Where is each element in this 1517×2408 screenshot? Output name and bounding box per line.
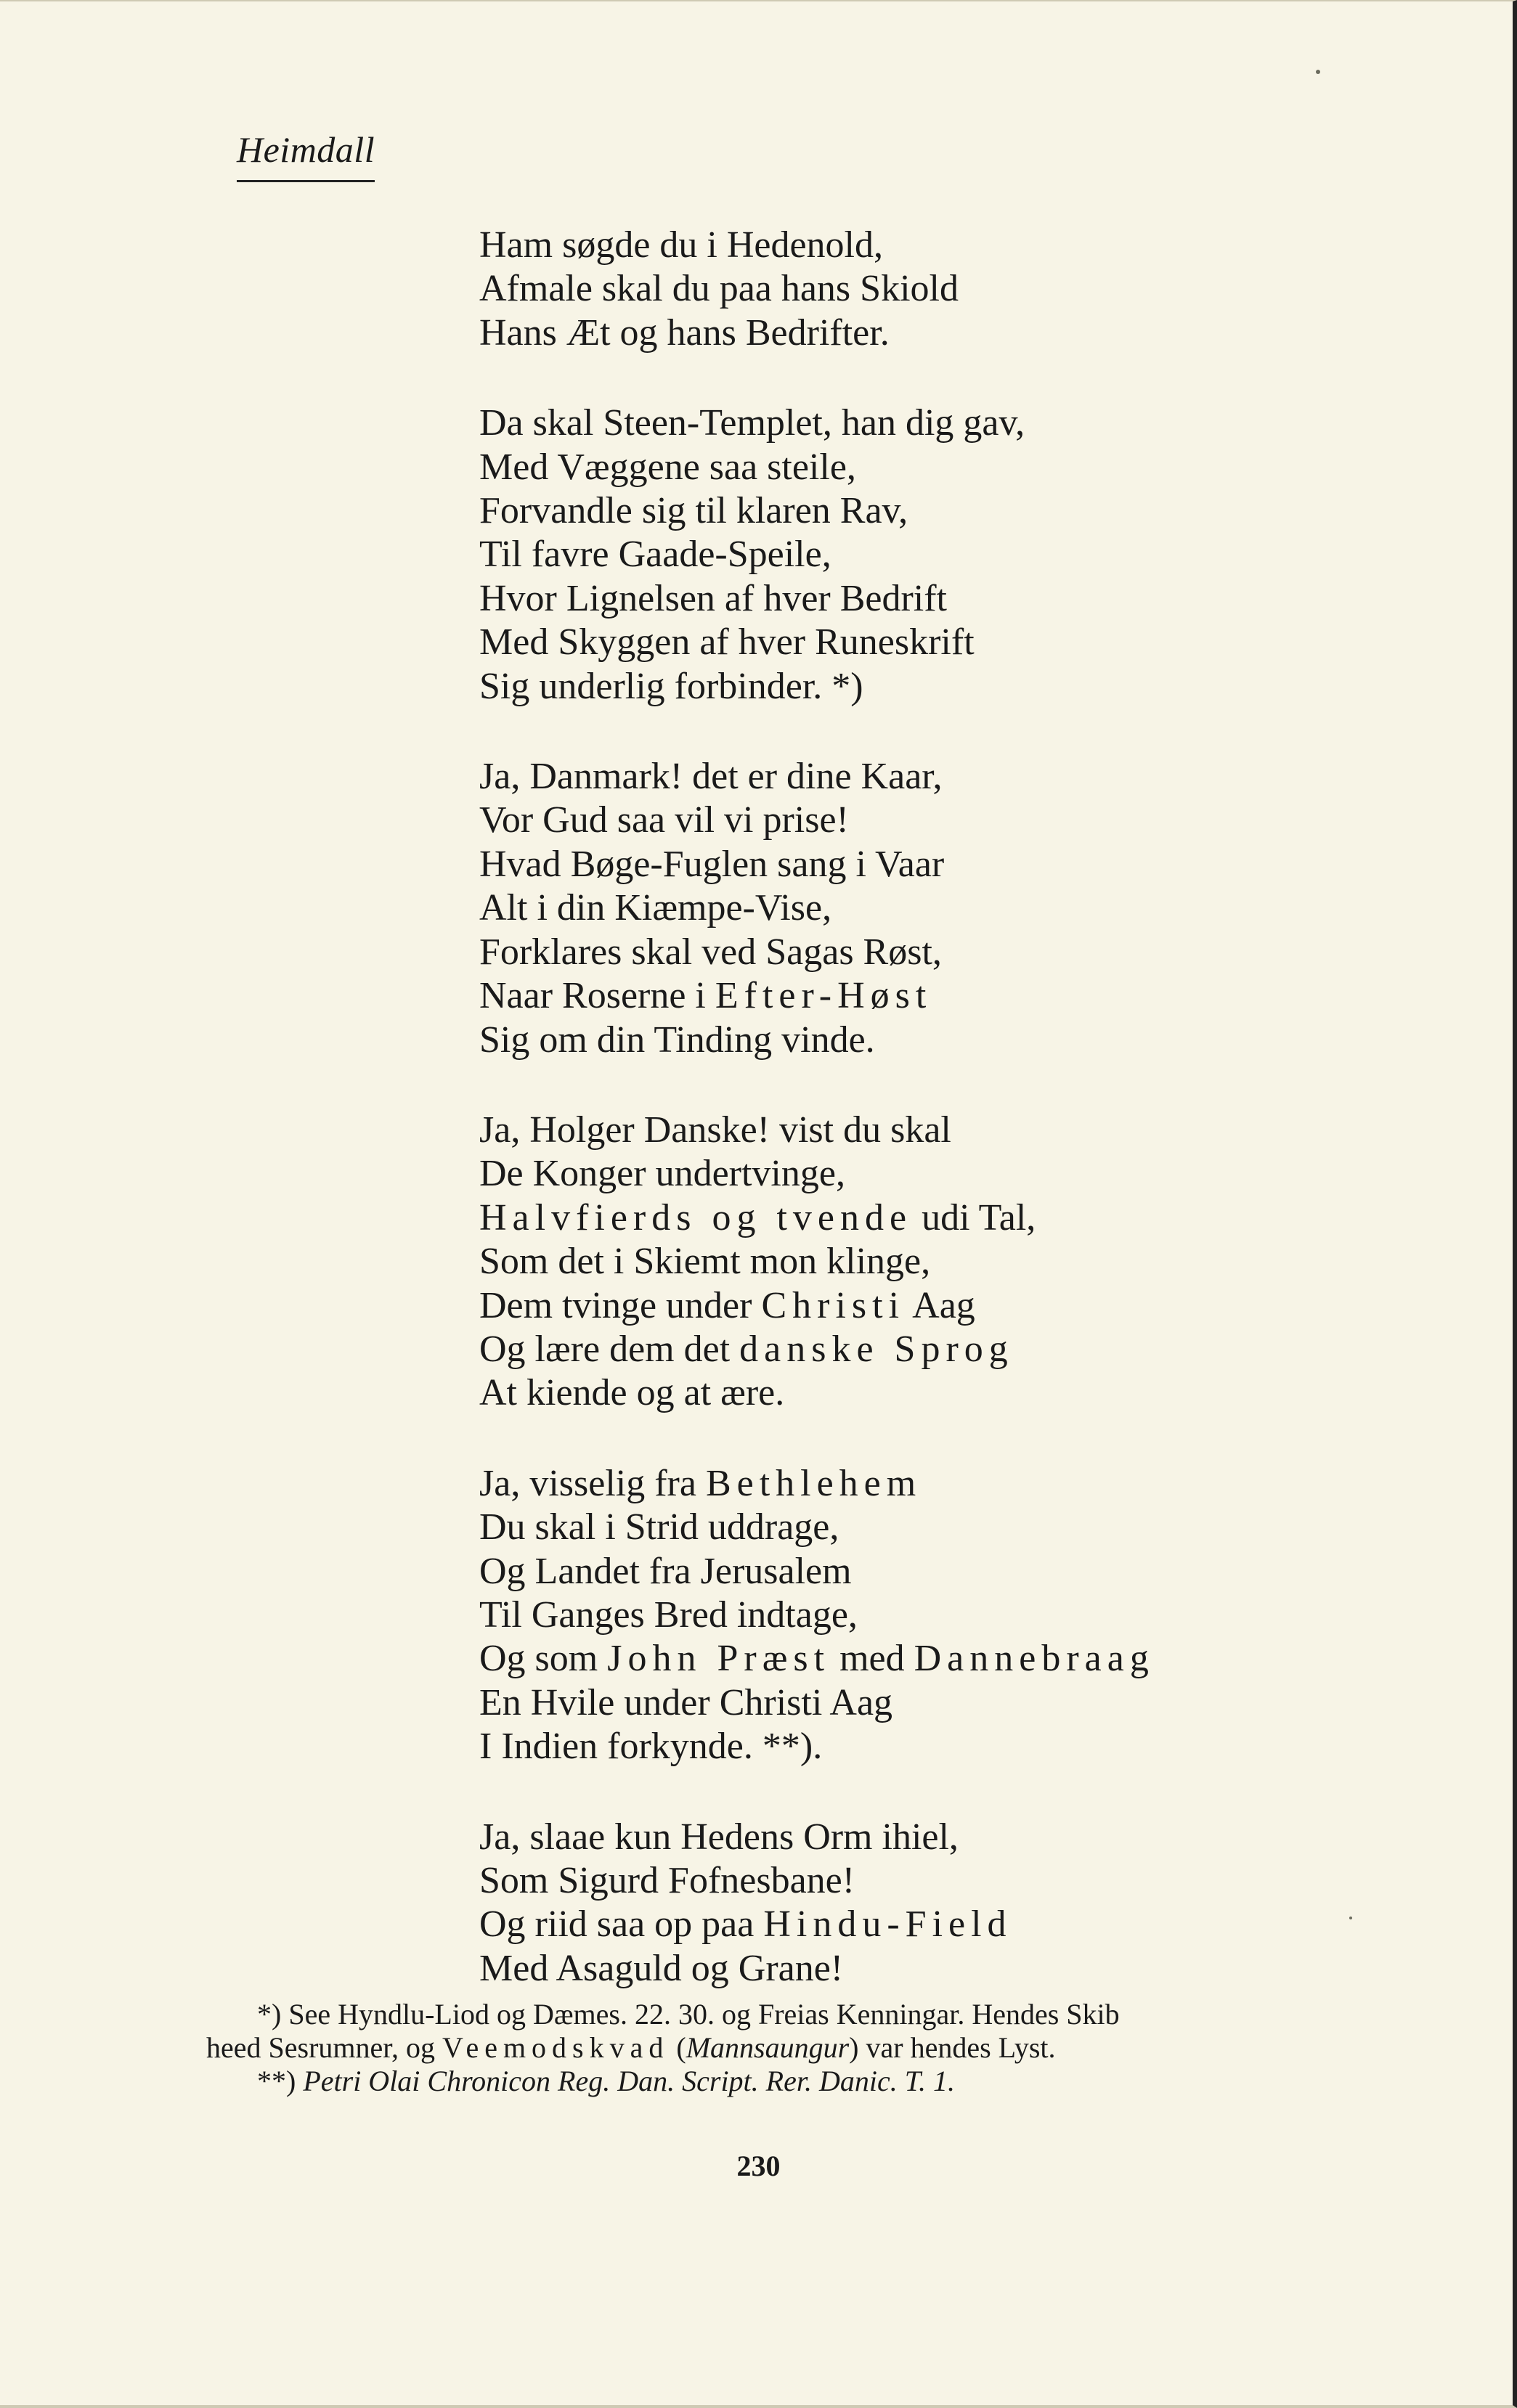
verse-line xyxy=(479,1506,1423,1549)
footnote-1-text-c: ( xyxy=(669,2031,686,2064)
verse-line xyxy=(479,1859,1423,1903)
spaced-text: Dannebraag xyxy=(914,1638,1155,1680)
verse-text: Som det i Skiemt mon klinge, xyxy=(479,1241,931,1283)
verse-text: Alt i din Kiæmpe-Vise, xyxy=(479,887,832,929)
verse-line xyxy=(479,1240,1423,1283)
verse-line xyxy=(479,974,1423,1018)
verse-line xyxy=(479,1681,1423,1725)
verse-text: Du skal i Strid uddrage, xyxy=(479,1506,839,1548)
verse-line xyxy=(479,446,1423,489)
footnote-1-italic-word: Mannsaungur xyxy=(686,2031,850,2064)
verse-text: Sig om din Tinding vinde. xyxy=(479,1019,875,1061)
verse-text: Med Væggene saa steile, xyxy=(479,446,856,488)
spaced-text: Hindu-Field xyxy=(763,1903,1012,1946)
running-head: Heimdall xyxy=(237,128,375,182)
verse-line xyxy=(479,1816,1423,1859)
verse-text: Naar Roserne i xyxy=(479,975,715,1017)
verse-text: Ja, slaae kun Hedens Orm ihiel, xyxy=(479,1816,959,1858)
verse-text: udi Tal, xyxy=(912,1196,1036,1238)
footnote-2-text: Petri Olai Chronicon Reg. Dan. Script. Rer. Danic. T. 1. xyxy=(303,2065,956,2097)
footnote-2-mark: **) xyxy=(257,2065,304,2097)
verse-text: Som Sigurd Fofnesbane! xyxy=(479,1860,855,1901)
verse-text: Ja, Danmark! det er dine Kaar, xyxy=(479,756,943,798)
verse-line xyxy=(479,665,1423,709)
verse-line xyxy=(479,886,1423,930)
verse-line xyxy=(479,1109,1423,1152)
footnote-1-line-1: *) See Hyndlu-Liod og Dæmes. 22. 30. og Freias Kenningar. Hendes Skib xyxy=(257,1998,1120,2031)
verse-text: Forklares skal ved Sagas Røst, xyxy=(479,931,942,973)
verse-line xyxy=(479,311,1423,355)
verse-text: Sig underlig forbinder. *) xyxy=(479,665,863,707)
verse-line xyxy=(479,1462,1423,1506)
verse-text: Med Asaguld og Grane! xyxy=(479,1947,844,1989)
footnote-1-line-2 xyxy=(206,2031,1397,2065)
verse-text: Dem tvinge under xyxy=(479,1284,762,1326)
verse-line xyxy=(479,931,1423,974)
verse-text: At kiende og at ære. xyxy=(479,1372,785,1414)
verse-line xyxy=(479,621,1423,664)
stanza xyxy=(479,755,1423,1062)
footnote-2 xyxy=(206,2065,1397,2098)
footnotes xyxy=(206,1998,1397,2098)
verse-text: Afmale skal du paa hans Skiold xyxy=(479,268,959,310)
verse-line xyxy=(479,1593,1423,1637)
verse-text: Ja, Holger Danske! vist du skal xyxy=(479,1109,951,1151)
verse-text: Vor Gud saa vil vi prise! xyxy=(479,799,849,841)
verse-text: Forvandle sig til klaren Rav, xyxy=(479,490,908,532)
stanza xyxy=(479,1462,1423,1769)
spaced-text: danske Sprog xyxy=(739,1328,1014,1370)
verse-line xyxy=(479,401,1423,445)
spaced-text: Christi xyxy=(761,1284,906,1326)
verse-line xyxy=(479,1152,1423,1196)
spaced-text: Efter-Høst xyxy=(715,975,932,1017)
verse-text: Og Landet fra Jerusalem xyxy=(479,1550,852,1592)
verse-line xyxy=(479,489,1423,533)
spaced-text: Halvfierds og tvende xyxy=(479,1196,913,1238)
verse-line xyxy=(479,1550,1423,1593)
verse-text: De Konger undertvinge, xyxy=(479,1153,845,1195)
verse-text: En Hvile under Christi Aag xyxy=(479,1681,893,1723)
verse-text: Med Skyggen af hver Runeskrift xyxy=(479,621,975,664)
verse-line xyxy=(479,267,1423,311)
verse-text: Til favre Gaade-Speile, xyxy=(479,534,831,576)
verse-text: Hans Æt og hans Bedrifter. xyxy=(479,311,890,354)
verse-line xyxy=(479,1284,1423,1328)
verse-text: Ham søgde du i Hedenold, xyxy=(479,224,884,266)
verse-text: Ja, visselig fra xyxy=(479,1462,706,1504)
verse-line xyxy=(479,1196,1423,1240)
verse-text: Aag xyxy=(905,1284,975,1326)
verse-line xyxy=(479,799,1423,842)
verse-line xyxy=(479,577,1423,621)
footnote-1-text-e: ) var hendes Lyst. xyxy=(849,2031,1056,2064)
verse-text: med xyxy=(830,1638,914,1680)
spaced-text: Bethlehem xyxy=(705,1462,922,1504)
verse-line xyxy=(479,1947,1423,1991)
verse-line xyxy=(479,1328,1423,1371)
verse-text: Og lære dem det xyxy=(479,1328,740,1370)
spaced-text: John Præst xyxy=(607,1638,831,1680)
verse-line xyxy=(479,843,1423,886)
stanza xyxy=(479,1109,1423,1416)
verse-text: I Indien forkynde. **). xyxy=(479,1726,823,1768)
paper-speck xyxy=(1349,1917,1352,1919)
verse-line xyxy=(479,1019,1423,1062)
verse-line xyxy=(479,1903,1423,1946)
stanza xyxy=(479,224,1423,355)
verse-text: Og riid saa op paa xyxy=(479,1903,764,1946)
stanza xyxy=(479,401,1423,709)
verse-text: Til Ganges Bred indtage, xyxy=(479,1593,858,1636)
verse-text: Da skal Steen-Templet, han dig gav, xyxy=(479,402,1025,444)
poem xyxy=(479,224,1423,2037)
verse-line xyxy=(479,224,1423,267)
verse-line xyxy=(479,1725,1423,1768)
verse-text: Og som xyxy=(479,1638,608,1680)
page-number: 230 xyxy=(736,2150,781,2182)
verse-text: Hvad Bøge-Fuglen sang i Vaar xyxy=(479,843,945,885)
footnote-1-text-a: heed Sesrumner, og xyxy=(206,2031,442,2064)
verse-line xyxy=(479,533,1423,576)
paper-speck xyxy=(1316,70,1320,74)
verse-line xyxy=(479,1371,1423,1415)
verse-line xyxy=(479,1637,1423,1681)
stanza xyxy=(479,1816,1423,1991)
footnote-1-spaced-word: Veemodskvad xyxy=(442,2031,670,2064)
verse-line xyxy=(479,755,1423,799)
verse-text: Hvor Lignelsen af hver Bedrift xyxy=(479,577,948,619)
